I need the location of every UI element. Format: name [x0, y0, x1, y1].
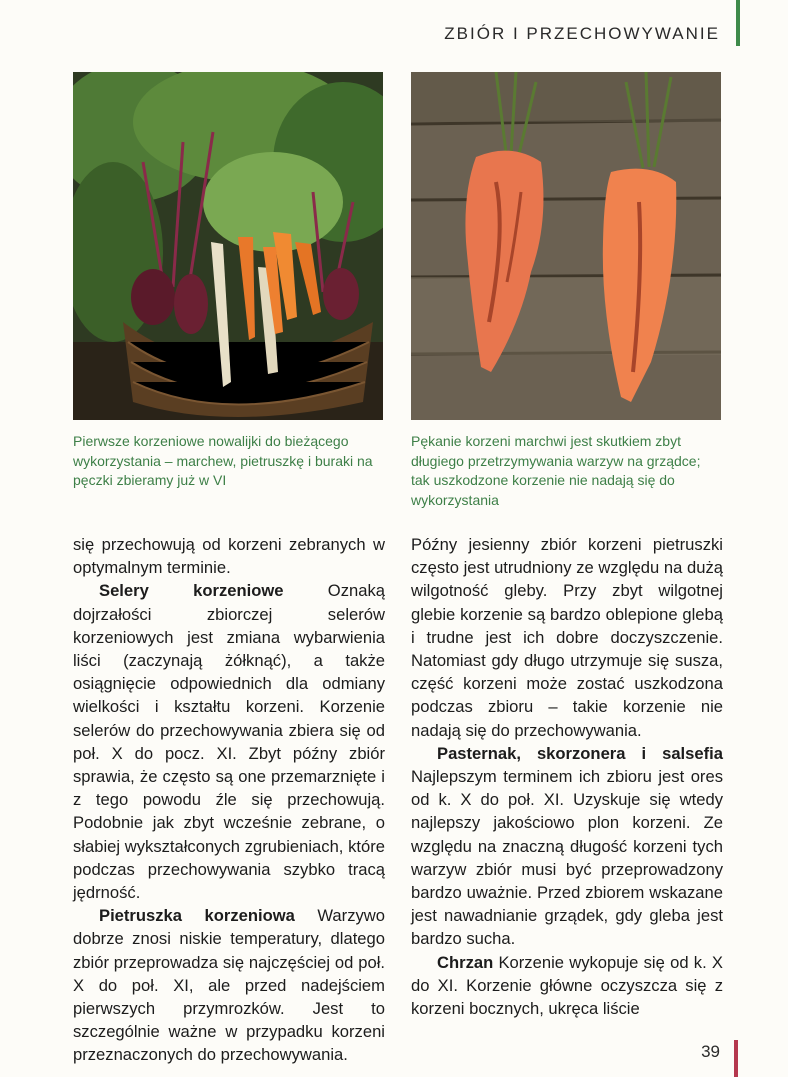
paragraph-chrzan [411, 951, 723, 1021]
paragraph-body: Korzenie wykopuje się od k. X do XI. Korzenie główne oczyszcza się z korzeni bocznych, ukręca liście [411, 952, 723, 1019]
cracked-carrots-on-wood-photo [411, 72, 721, 420]
paragraph-pasternak [411, 742, 723, 951]
photo-caption-left: Pierwsze korzeniowe nowalijki do bieżącego wykorzystania – marchew, pietruszkę i buraki na pęczki zbieramy już w VI [73, 433, 373, 488]
paragraph: się przechowują od korzeni zebranych w optymalnym terminie. [73, 535, 385, 578]
paragraph-body: Najlepszym terminem ich zbioru jest ores od k. X do poł. XI. Uzyskuje się wtedy najlepszy jakościowo plon korzeni. Ze względu na znaczną długość korzeni tych warzyw zbiór musi być przeprowadzony bardzo uważnie. Przed zbiorem wskazane jest nawadnianie grządek, gdy gleba jest bardzo sucha. [411, 767, 723, 949]
paragraph-selery [73, 579, 385, 904]
paragraph-pietruszka [73, 904, 385, 1066]
text-column-right [411, 533, 723, 1020]
bottom-accent-bar [734, 1040, 738, 1077]
paragraph-body: Warzywo dobrze znosi niskie temperatury, dlatego zbiór przeprowadza się najczęściej od poł. X do poł. XI, ale przed nadejściem pierwszych przymrozków. Jest to szczególnie ważne w przypadku korzeni przeznaczonych do przechowywania. [73, 906, 385, 1065]
top-accent-bar [736, 0, 740, 46]
photo-caption-right: Pękanie korzeni marchwi jest skutkiem zbyt długiego przetrzymywania warzyw na grządce; tak uszkodzone korzenie nie nadają się do wykorzystania [411, 433, 701, 508]
section-heading: Chrzan [437, 952, 494, 972]
section-heading: Pasternak, skorzonera i salsefia [437, 743, 723, 763]
section-heading: Pietruszka korzeniowa [99, 906, 295, 926]
paragraph: Późny jesienny zbiór korzeni pietruszki często jest utrudniony ze względu na dużą wilgotność gleby. Przy zbyt wilgotnej glebie korzenie są bardzo oblepione glebą i trudne jest ich dobre doczyszczenie. Natomiast gdy długo utrzymuje się susza, część korzeni może zostać uszkodzona podczas zbioru – takie korzenie nie nadają się do przechowywania. [411, 535, 723, 740]
section-heading: Selery korzeniowe [99, 581, 284, 601]
paragraph-body: Oznaką dojrzałości zbiorczej selerów korzeniowych jest zmiana wybarwienia liści (zaczynają żółknąć), a także osiągnięcie odpowiednich dla odmiany wielkości i kształtu korzeni. Korzenie selerów do przechowywania zbiera się od poł. X do pocz. XI. Zbyt późny zbiór sprawia, że często są one przemarznięte i z tego powodu źle się przechowują. Podobnie jak zbyt wcześnie zebrane, o słabiej wykształconych zgrubieniach, które podczas przechowywania szybko tracą jędrność. [73, 581, 385, 903]
basket-of-root-vegetables-photo [73, 72, 383, 420]
page-number: 39 [701, 1042, 720, 1061]
running-head: ZBIÓR I PRZECHOWYWANIE [444, 24, 720, 43]
text-column-left [73, 533, 385, 1067]
